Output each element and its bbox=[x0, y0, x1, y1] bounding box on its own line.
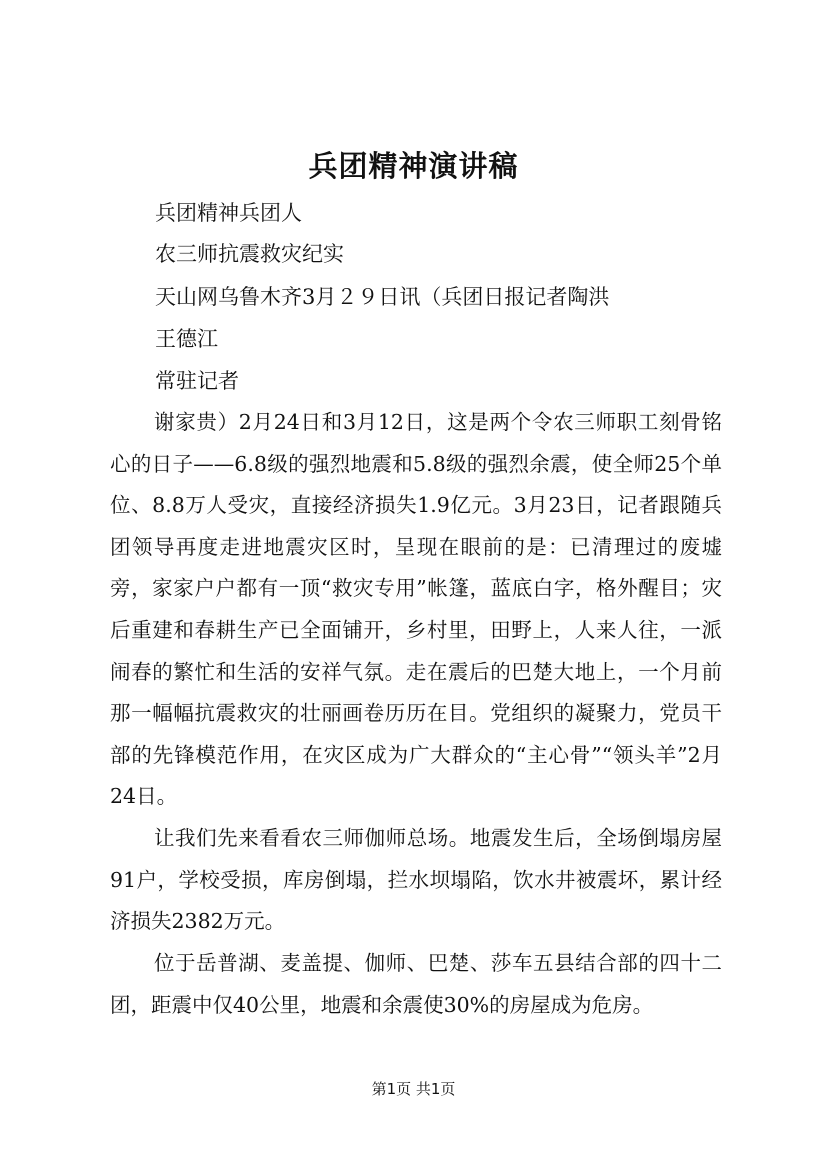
reporter-line: 常驻记者 bbox=[155, 369, 239, 393]
page-number: 第1页 共1页 bbox=[371, 1080, 456, 1098]
document-title: 兵团精神演讲稿 bbox=[308, 149, 519, 183]
subtitle-line: 农三师抗震救灾纪实 bbox=[155, 242, 344, 266]
reporter-line: 王德江 bbox=[155, 327, 218, 351]
body-paragraph: 让我们先来看看农三师伽师总场。地震发生后，全场倒塌房屋91户，学校受损，库房倒塌，拦水坝塌陷，饮水井被震坏，累计经济损失2382万元。 bbox=[110, 826, 722, 934]
dateline: 天山网乌鲁木齐3月２９日讯（兵团日报记者陶洪 bbox=[155, 285, 610, 309]
body-paragraph: 位于岳普湖、麦盖提、伽师、巴楚、莎车五县结合部的四十二团，距震中仅40公里，地震和余震使30%的房屋成为危房。 bbox=[110, 951, 722, 1017]
subtitle-line: 兵团精神兵团人 bbox=[155, 201, 302, 225]
body-paragraph: 谢家贵）2月24日和3月12日，这是两个令农三师职工刻骨铭心的日子——6.8级的强烈地震和5.8级的强烈余震，使全师25个单位、8.8万人受灾，直接经济损失1.9亿元。3月23日，记者跟随兵团领导再度走进地震灾区时，呈现在眼前的是：已清理过的废墟旁，家家户户都有一顶“救灾专用”帐篷，蓝底白字，格外醒目；灾后重建和春耕生产已全面铺开，乡村里，田野上，人来人往，一派闹春的繁忙和生活的安祥气氛。走在震后的巴楚大地上，一个月前那一幅幅抗震救灾的壮丽画卷历历在目。党组织的凝聚力，党员干部的先锋模范作用，在灾区成为广大群众的“主心骨”“领头羊”2月24日。 bbox=[110, 410, 722, 809]
